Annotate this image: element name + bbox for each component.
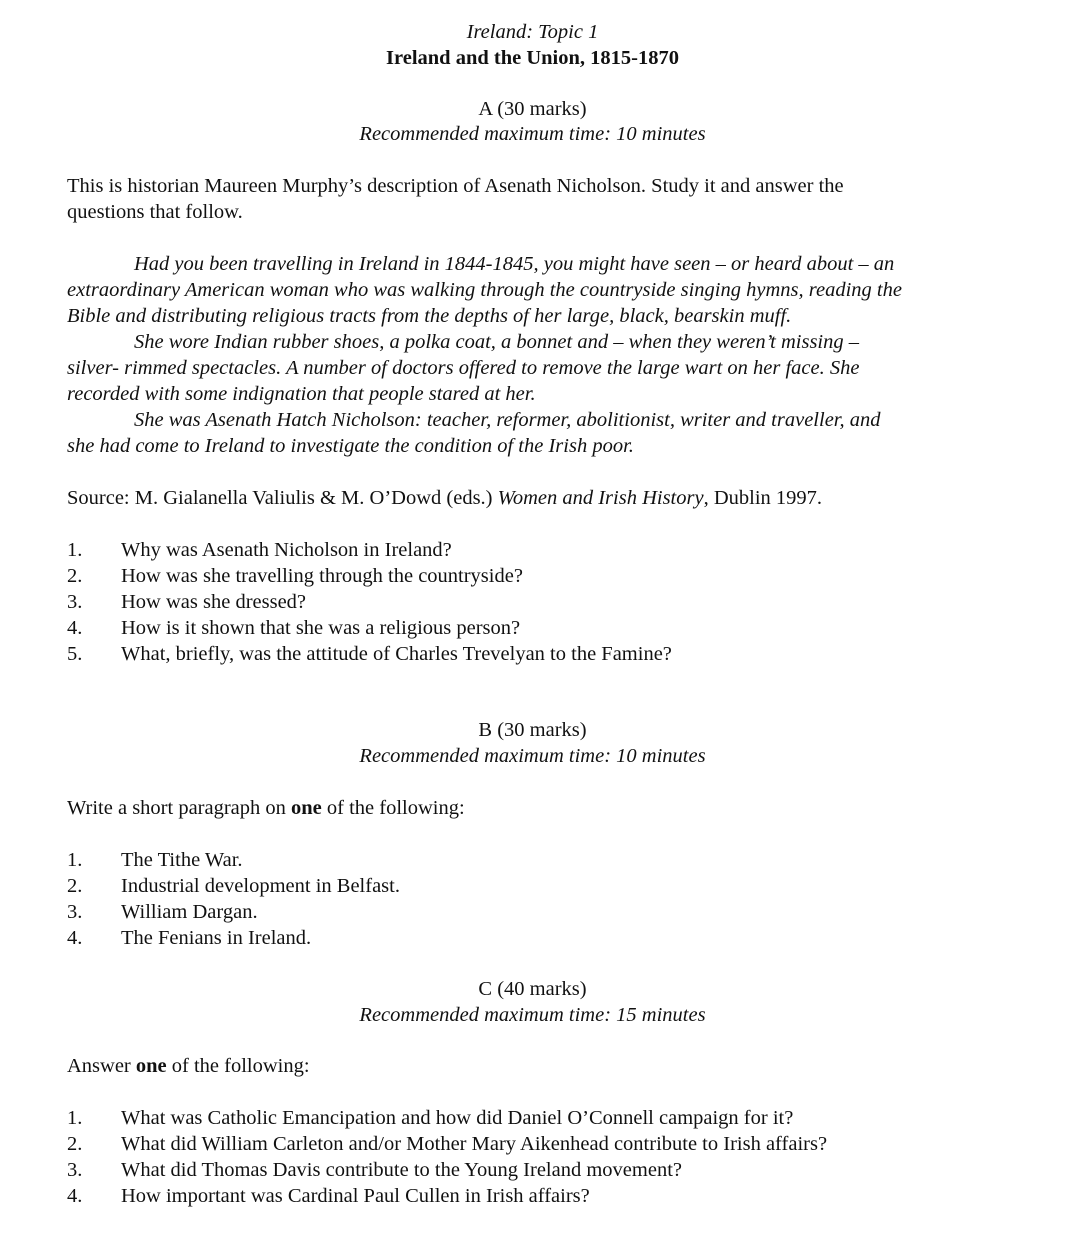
source-title: Women and Irish History [497, 487, 704, 509]
section-b-time: Recommended maximum time: 10 minutes [359, 745, 706, 767]
question-text: What did William Carleton and/or Mother Mary Aikenhead contribute to Irish affairs? [121, 1133, 828, 1155]
question-number: 4. [67, 1185, 83, 1207]
section-a-time: Recommended maximum time: 10 minutes [359, 123, 706, 145]
quote-line: extraordinary American woman who was walking through the countryside singing hymns, reading the [67, 279, 902, 301]
quote-line: silver- rimmed spectacles. A number of doctors offered to remove the large wart on her face. She [67, 357, 860, 379]
question-text: What, briefly, was the attitude of Charles Trevelyan to the Famine? [121, 643, 672, 665]
question-text: What was Catholic Emancipation and how did Daniel O’Connell campaign for it? [121, 1107, 794, 1129]
question-text: The Tithe War. [121, 849, 243, 871]
question-number: 2. [67, 875, 83, 897]
source-prefix: Source: M. Gialanella Valiulis & M. O’Dowd (eds.) [67, 487, 498, 509]
page-title: Ireland and the Union, 1815-1870 [386, 47, 679, 69]
question-number: 2. [67, 565, 83, 587]
section-c-time: Recommended maximum time: 15 minutes [359, 1004, 706, 1026]
topic-label: Ireland: Topic 1 [466, 21, 599, 43]
section-c-heading: C (40 marks) [478, 978, 587, 1000]
question-text: How important was Cardinal Paul Cullen in Irish affairs? [121, 1185, 590, 1207]
quote-line: Bible and distributing religious tracts from the depths of her large, black, bearskin muff. [67, 305, 792, 327]
question-number: 5. [67, 643, 83, 665]
section-c-instruction: Answer one of the following: [67, 1055, 310, 1077]
question-text: How is it shown that she was a religious person? [121, 617, 521, 639]
quote-line: Had you been travelling in Ireland in 1844-1845, you might have seen – or heard about – an [134, 253, 895, 275]
question-number: 3. [67, 591, 83, 613]
source-suffix: , Dublin 1997. [703, 487, 823, 509]
section-a-intro-line-1: This is historian Maureen Murphy’s description of Asenath Nicholson. Study it and answer the [67, 175, 844, 197]
section-a-intro-line-2: questions that follow. [67, 201, 243, 223]
question-number: 2. [67, 1133, 83, 1155]
question-text: How was she travelling through the countryside? [121, 565, 523, 587]
question-number: 1. [67, 849, 83, 871]
quote-line: She wore Indian rubber shoes, a polka coat, a bonnet and – when they weren’t missing – [134, 331, 860, 353]
question-text: Industrial development in Belfast. [121, 875, 400, 897]
question-number: 1. [67, 539, 83, 561]
question-text: What did Thomas Davis contribute to the Young Ireland movement? [121, 1159, 682, 1181]
quote-line: She was Asenath Hatch Nicholson: teacher, reformer, abolitionist, writer and traveller, and [134, 409, 881, 431]
question-number: 4. [67, 927, 83, 949]
question-text: Why was Asenath Nicholson in Ireland? [121, 539, 452, 561]
question-number: 4. [67, 617, 83, 639]
question-number: 1. [67, 1107, 83, 1129]
section-b-heading: B (30 marks) [478, 719, 587, 741]
section-a-heading: A (30 marks) [478, 98, 587, 120]
quote-line: she had come to Ireland to investigate the condition of the Irish poor. [67, 435, 634, 457]
question-text: William Dargan. [121, 901, 258, 923]
question-text: The Fenians in Ireland. [121, 927, 312, 949]
quote-line: recorded with some indignation that people stared at her. [67, 383, 536, 405]
question-number: 3. [67, 1159, 83, 1181]
source-citation [67, 485, 822, 511]
question-number: 3. [67, 901, 83, 923]
section-b-instruction: Write a short paragraph on one of the following: [67, 797, 465, 819]
question-text: How was she dressed? [121, 591, 307, 613]
